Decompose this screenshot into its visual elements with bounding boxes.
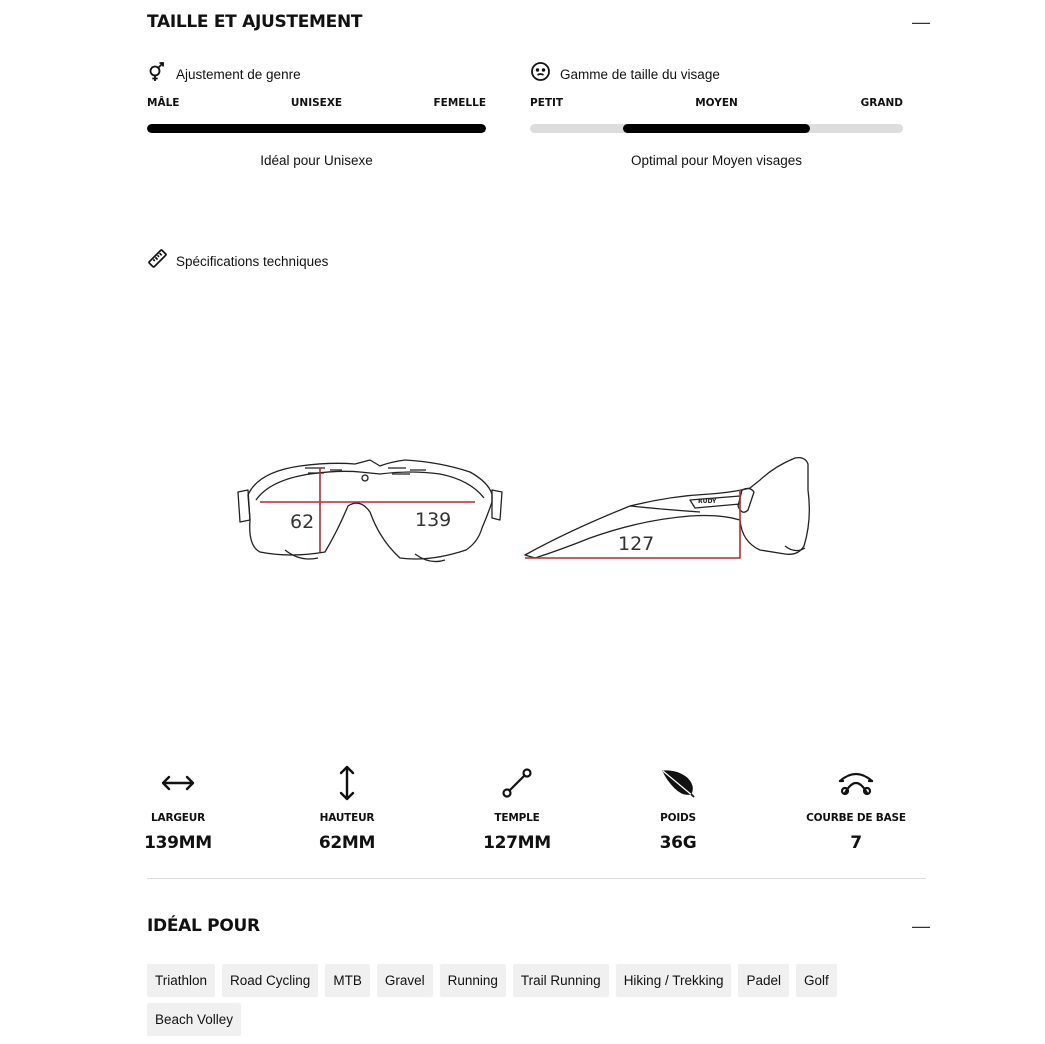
ruler-icon [147,248,168,274]
tag-beach-volley[interactable]: Beach Volley [147,1003,241,1036]
spec-stats [144,765,926,865]
face-icon [530,61,551,87]
stat-base-curve [791,765,921,853]
section-divider [147,878,926,879]
size-fit-header[interactable] [147,12,930,32]
feather-icon [661,768,695,803]
section-title-ideal-for: IDÉAL POUR [147,916,260,936]
face-scale-labels [530,97,903,111]
stat-temple-value: 127MM [483,833,551,853]
face-size-caption: Optimal pour Moyen visages [630,153,803,168]
gender-scale-labels [147,97,486,111]
stat-width-label: LARGEUR [151,812,205,824]
stat-height [282,765,412,853]
tech-specs-label: Spécifications techniques [176,253,329,269]
gender-fit-label: Ajustement de genre [176,66,301,82]
tag-trail-running[interactable]: Trail Running [513,964,609,997]
diagram-temple-label: 127 [618,533,655,555]
tag-running[interactable]: Running [440,964,506,997]
tag-hiking-trekking[interactable]: Hiking / Trekking [616,964,732,997]
face-size-panel [530,62,903,168]
ideal-for-header[interactable] [147,916,930,936]
gender-icon [147,62,167,87]
stat-weight [613,765,743,853]
stat-height-value: 62MM [318,833,376,853]
tag-padel[interactable]: Padel [738,964,789,997]
tag-mtb[interactable]: MTB [325,964,370,997]
scale-label-large: GRAND [860,97,903,109]
stat-temple-label: TEMPLE [494,812,540,824]
gender-fit-caption: Idéal pour Unisexe [260,153,373,168]
gender-fit-range [147,124,486,133]
tag-road-cycling[interactable]: Road Cycling [222,964,318,997]
diagram-width-label: 139 [415,509,452,531]
gender-fit-track [147,124,486,133]
temple-link-icon [501,767,533,804]
face-size-track [530,124,903,133]
collapse-size-fit-button[interactable]: — [912,12,930,32]
gender-fit-panel [147,62,486,168]
glasses-side-view [525,458,809,558]
face-size-label: Gamme de taille du visage [560,66,720,82]
base-curve-icon [837,769,875,802]
scale-label-male: MÂLE [147,97,180,109]
section-title-size-fit: TAILLE ET AJUSTEMENT [147,12,363,32]
tech-specs-heading [147,249,328,273]
tag-gravel[interactable]: Gravel [377,964,433,997]
stat-temple [452,765,582,853]
glasses-dimension-diagram [230,450,820,585]
stat-height-label: HAUTEUR [319,812,375,824]
arrows-horizontal-icon [160,773,196,798]
diagram-brand-label: RUDY [698,498,717,505]
scale-label-small: PETIT [530,97,564,109]
scale-label-female: FEMELLE [433,97,486,109]
activity-tags [147,964,926,1036]
arrows-vertical-icon [337,764,357,807]
tag-golf[interactable]: Golf [796,964,837,997]
stat-weight-label: POIDS [660,812,696,824]
stat-width-value: 139MM [144,833,212,853]
scale-label-medium: MOYEN [695,97,738,109]
diagram-height-label: 62 [290,511,315,533]
stat-base-curve-label: COURBE DE BASE [806,812,906,824]
scale-label-unisex: UNISEXE [290,97,343,109]
stat-width [113,765,243,853]
face-size-range [623,124,810,133]
glasses-front-view [238,460,502,562]
collapse-ideal-for-button[interactable]: — [912,916,930,936]
stat-weight-value: 36G [659,833,697,853]
stat-base-curve-value: 7 [850,833,862,853]
tag-triathlon[interactable]: Triathlon [147,964,215,997]
